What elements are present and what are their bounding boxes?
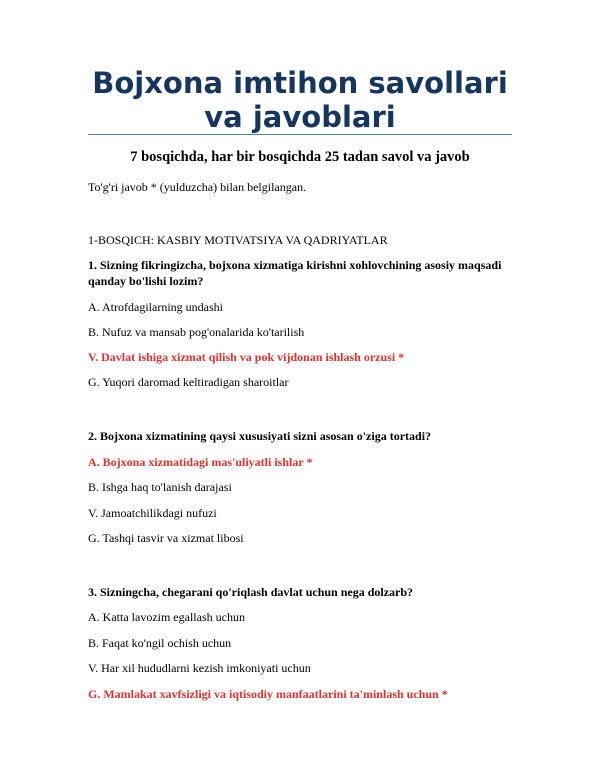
- question-1-option-a: A. Atrofdagilarning undashi: [88, 300, 223, 314]
- question-3-option-v: V. Har xil hududlarni kezish imkoniyati uchun: [88, 661, 311, 675]
- section-heading: 1-BOSQICH: KASBIY MOTIVATSIYA VA QADRIYATLAR: [88, 233, 388, 247]
- question-2-option-b: B. Ishga haq to'lanish darajasi: [88, 480, 232, 494]
- question-2-option-a-correct: A. Bojxona xizmatidagi mas'uliyatli ishlar *: [88, 455, 313, 469]
- question-2-option-v: V. Jamoatchilikdagi nufuzi: [88, 506, 217, 520]
- document-title: Bojxona imtihon savollari va javoblari: [92, 66, 508, 134]
- title-divider: [88, 134, 512, 135]
- question-2: 2. Bojxona xizmatining qaysi xususiyati sizni asosan o'ziga tortadi?: [88, 429, 432, 443]
- question-3: 3. Sizningcha, chegarani qo'riqlash davlat uchun nega dolzarb?: [88, 585, 414, 599]
- answer-note: To'g'ri javob * (yulduzcha) bilan belgilangan.: [88, 180, 307, 194]
- question-1-option-v-correct: V. Davlat ishiga xizmat qilish va pok vijdonan ishlash orzusi *: [88, 350, 405, 364]
- document-subtitle: 7 bosqichda, har bir bosqichda 25 tadan savol va javob: [130, 149, 470, 165]
- question-1: 1. Sizning fikringizcha, bojxona xizmatiga kirishni xohlovchining asosiy maqsadi qanday bo'lishi lozim?: [88, 258, 502, 288]
- question-3-option-g-correct: G. Mamlakat xavfsizligi va iqtisodiy manfaatlarini ta'minlash uchun *: [88, 687, 448, 701]
- question-3-option-b: B. Faqat ko'ngil ochish uchun: [88, 636, 232, 650]
- question-1-option-b: B. Nufuz va mansab pog'onalarida ko'tarilish: [88, 325, 305, 339]
- question-2-option-g: G. Tashqi tasvir va xizmat libosi: [88, 531, 244, 545]
- question-3-option-a: A. Katta lavozim egallash uchun: [88, 610, 245, 624]
- question-1-option-g: G. Yuqori daromad keltiradigan sharoitlar: [88, 375, 289, 389]
